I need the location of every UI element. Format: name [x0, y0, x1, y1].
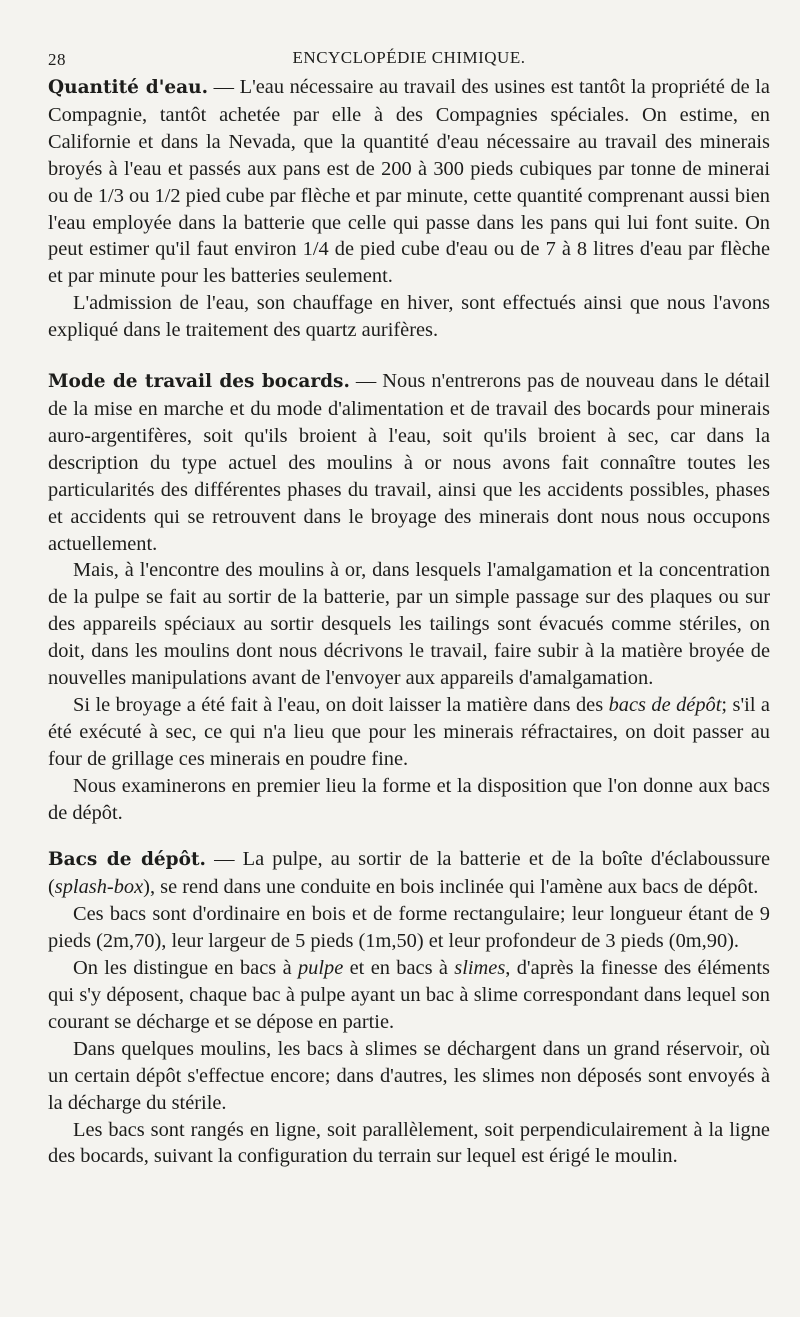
text-run: La pulpe, au sortir de la batterie et de la boîte d'éclaboussure (	[48, 848, 770, 899]
section-mode-travail	[48, 368, 770, 826]
paragraph: Les bacs sont rangés en ligne, soit parallèlement, soit perpendiculairement à la ligne des bocards, suivant la configuration du terrain sur lequel est érigé le moulin.	[48, 1118, 770, 1168]
paragraph: Nous examinerons en premier lieu la forme et la disposition que l'on donne aux bacs de dépôt.	[48, 774, 770, 824]
paragraph-text: L'eau nécessaire au travail des usines est tantôt la propriété de la Compagnie, tantôt achetée par elle à des Compagnies spéciales. On estime, en Californie et dans la Nevada, que la quantité d'eau nécessaire au travail des minerais broyés à l'eau et passés aux pans est de 200 à 300 pieds cubiques par tonne de minerai ou de 1/3 ou 1/2 pied cube par flèche et par minute, cette quantité comprenant aussi bien l'eau employée dans la batterie que celle qui passe dans les pans qui lui font suite. On peut estimer qu'il faut environ 1/4 de pied cube d'eau ou de 7 à 8 litres d'eau par flèche et par minute pour les batteries seulement.	[48, 76, 770, 288]
text-run: ), se rend dans une conduite en bois inclinée qui l'amène aux bacs de dépôt.	[143, 876, 759, 899]
page-number: 28	[48, 50, 66, 69]
text-run: Si le broyage a été fait à l'eau, on doit laisser la matière dans des	[73, 693, 609, 716]
paragraph: Dans quelques moulins, les bacs à slimes se déchargent dans un grand réservoir, où un certain dépôt s'effectue encore; dans d'autres, les slimes non déposés sont envoyés à la décharge du stérile.	[48, 1037, 770, 1114]
running-header	[48, 46, 770, 74]
paragraph: Bacs de dépôt. — La pulpe, au sortir de la batterie et de la boîte d'éclaboussure (splash-box), se rend dans une conduite en bois inclinée qui l'amène aux bacs de dépôt.	[48, 848, 770, 899]
paragraph: Quantité d'eau. — L'eau nécessaire au travail des usines est tantôt la propriété de la Compagnie, tantôt achetée par elle à des Compagnies spéciales. On estime, en Californie et dans la Nevada, que la quantité d'eau nécessaire au travail des minerais broyés à l'eau et passés aux pans est de 200 à 300 pieds cubiques par tonne de minerai ou de 1/3 ou 1/2 pied cube par flèche et par minute, cette quantité comprenant aussi bien l'eau employée dans la batterie que celle qui passe dans les pans qui lui font suite. On peut estimer qu'il faut environ 1/4 de pied cube d'eau ou de 7 à 8 litres d'eau par flèche et par minute pour les batteries seulement.	[48, 76, 770, 288]
paragraph-text: Nous n'entrerons pas de nouveau dans le détail de la mise en marche et du mode d'alimentation et de travail des bocards pour minerais auro-argentifères, soit qu'ils broient à l'eau, soit qu'ils broient à sec, car dans la description du type actuel des moulins à or nous avons fait connaître toutes les particularités des différentes phases du travail, ainsi que les accidents possibles, phases et accidents qui se retrouvent dans le broyage des minerais dont nous nous occupons actuellement.	[48, 370, 771, 555]
book-page	[48, 46, 770, 1170]
paragraph: Ces bacs sont d'ordinaire en bois et de forme rectangulaire; leur longueur étant de 9 pieds (2m,70), leur largeur de 5 pieds (1m,50) et leur profondeur de 3 pieds (0m,90).	[48, 903, 770, 953]
section-quantite-eau	[48, 74, 770, 344]
text-run: On les distingue en bacs à	[73, 957, 298, 980]
text-run: ; s'il a été exécuté à sec, ce qui n'a lieu que pour les minerais réfractaires, on doit passer au four de grillage ces minerais en poudre fine.	[48, 693, 770, 770]
paragraph: Mais, à l'encontre des moulins à or, dans lesquels l'amalgamation et la concentration de la pulpe se fait au sortir de la batterie, par un simple passage sur des plaques ou sur des appareils spéciaux au sortir desquels les tailings sont évacués comme stériles, on doit, dans les moulins dont nous décrivons le travail, faire subir à la matière broyée de nouvelles manipulations avant de l'envoyer aux appareils d'amalgamation.	[48, 559, 770, 690]
section-heading: Mode de travail des bocards.	[48, 371, 350, 393]
section-bacs-depot	[48, 846, 770, 1170]
running-title: ENCYCLOPÉDIE CHIMIQUE.	[292, 48, 526, 67]
emphasis-term: slimes	[454, 957, 506, 980]
emphasis-term: splash-box	[54, 876, 144, 899]
section-heading: Quantité d'eau.	[48, 77, 209, 98]
text-run: et en bacs à	[343, 957, 455, 980]
paragraph	[48, 692, 770, 773]
emphasis-term: pulpe	[297, 957, 344, 980]
text-run: , d'après la finesse des éléments qui s'y déposent, chaque bac à pulpe ayant un bac à slime correspondant dans lequel son courant se décharge et se dépose en partie.	[48, 957, 770, 1033]
emphasis-term: bacs de dépôt	[608, 693, 722, 716]
section-heading: Bacs de dépôt.	[48, 849, 206, 871]
paragraph: L'admission de l'eau, son chauffage en hiver, sont effectués ainsi que nous l'avons expliqué dans le traitement des quartz aurifères.	[48, 292, 770, 342]
paragraph: Mode de travail des bocards. — Nous n'entrerons pas de nouveau dans le détail de la mise en marche et du mode d'alimentation et de travail des bocards pour minerais auro-argentifères, soit qu'ils broient à l'eau, soit qu'ils broient à sec, car dans la description du type actuel des moulins à or nous avons fait connaître toutes les particularités des différentes phases du travail, ainsi que les accidents possibles, phases et accidents qui se retrouvent dans le broyage des minerais dont nous nous occupons actuellement.	[48, 370, 771, 555]
paragraph	[48, 955, 770, 1036]
